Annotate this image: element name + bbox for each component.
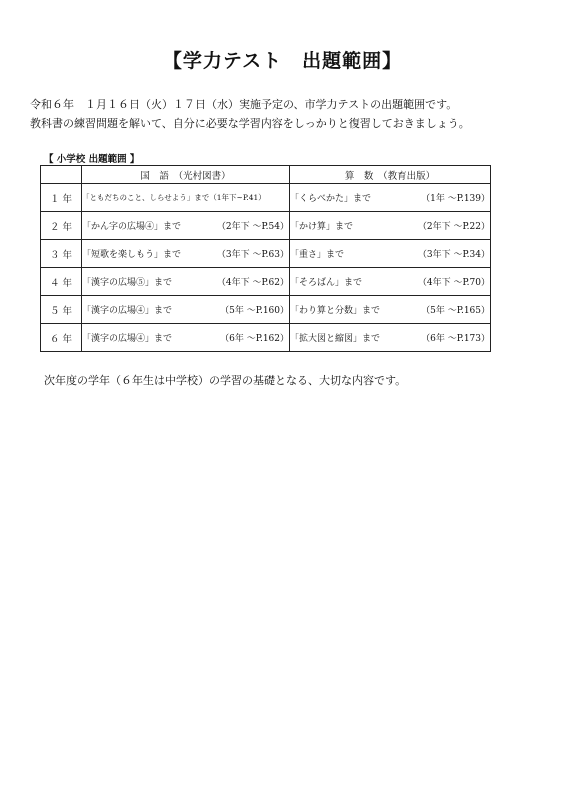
grade-cell: ５ 年 — [41, 296, 82, 324]
kokugo-cell — [82, 268, 290, 296]
sansu-range: 「わり算と分数」まで — [290, 306, 381, 316]
sansu-range: 「くらべかた」まで — [290, 194, 372, 204]
sansu-page: （5年 ～P.165） — [421, 306, 490, 316]
kokugo-page: （3年下 ～P.63） — [216, 250, 289, 260]
sansu-cell — [290, 324, 491, 352]
sansu-page: （4年下 ～P.70） — [417, 278, 490, 288]
header-kokugo: 国 語 （光村図書） — [82, 166, 290, 184]
exam-range-table — [40, 165, 491, 352]
table-row — [41, 324, 491, 352]
kokugo-range: 「漢字の広場⑤」まで — [82, 278, 173, 288]
header-sansu: 算 数 （教育出版） — [290, 166, 491, 184]
kokugo-range: 「漢字の広場④」まで — [82, 334, 173, 344]
sansu-cell — [290, 184, 491, 212]
kokugo-page: （5年 ～P.160） — [220, 306, 289, 316]
sansu-page: （3年下 ～P.34） — [417, 250, 490, 260]
kokugo-range: 「漢字の広場④」まで — [82, 306, 173, 316]
intro-line-2: 教科書の練習問題を解いて、自分に必要な学習内容をしっかりと復習しておきましょう。 — [30, 117, 470, 130]
table-row — [41, 268, 491, 296]
kokugo-range: 「ともだちのこと、しらせよう」まで（1年下~P.41） — [82, 193, 266, 202]
kokugo-cell — [82, 296, 290, 324]
kokugo-cell — [82, 212, 290, 240]
sansu-page: （2年下 ～P.22） — [417, 222, 490, 232]
sansu-cell — [290, 296, 491, 324]
intro-line-1: 令和６年 １月１６日（火）１７日（水）実施予定の、市学力テストの出題範囲です。 — [30, 98, 458, 111]
table-row — [41, 212, 491, 240]
grade-cell: ２ 年 — [41, 212, 82, 240]
kokugo-page: （4年下 ～P.62） — [216, 278, 289, 288]
section-label: 【 小学校 出題範囲 】 — [44, 154, 140, 165]
table-row — [41, 296, 491, 324]
page-title: 【学力テスト 出題範囲】 — [162, 50, 403, 72]
sansu-page: （1年 ～P.139） — [421, 194, 490, 204]
sansu-range: 「重さ」まで — [290, 250, 345, 260]
kokugo-range: 「短歌を楽しもう」まで — [82, 250, 182, 260]
grade-cell: １ 年 — [41, 184, 82, 212]
kokugo-cell — [82, 324, 290, 352]
header-grade — [41, 166, 82, 184]
sansu-range: 「かけ算」まで — [290, 222, 354, 232]
sansu-cell — [290, 212, 491, 240]
kokugo-page: （2年下 ～P.54） — [216, 222, 289, 232]
sansu-cell — [290, 268, 491, 296]
kokugo-page: （6年 ～P.162） — [220, 334, 289, 344]
table-row — [41, 184, 491, 212]
grade-cell: ３ 年 — [41, 240, 82, 268]
grade-cell: ４ 年 — [41, 268, 82, 296]
grade-cell: ６ 年 — [41, 324, 82, 352]
kokugo-cell — [82, 184, 290, 212]
table-header-row — [41, 166, 491, 184]
sansu-cell — [290, 240, 491, 268]
kokugo-range: 「かん字の広場④」まで — [82, 222, 182, 232]
table-row — [41, 240, 491, 268]
sansu-range: 「拡大図と縮図」まで — [290, 334, 381, 344]
sansu-range: 「そろばん」まで — [290, 278, 363, 288]
closing-note: 次年度の学年（６年生は中学校）の学習の基礎となる、大切な内容です。 — [44, 374, 407, 387]
kokugo-cell — [82, 240, 290, 268]
sansu-page: （6年 ～P.173） — [421, 334, 490, 344]
